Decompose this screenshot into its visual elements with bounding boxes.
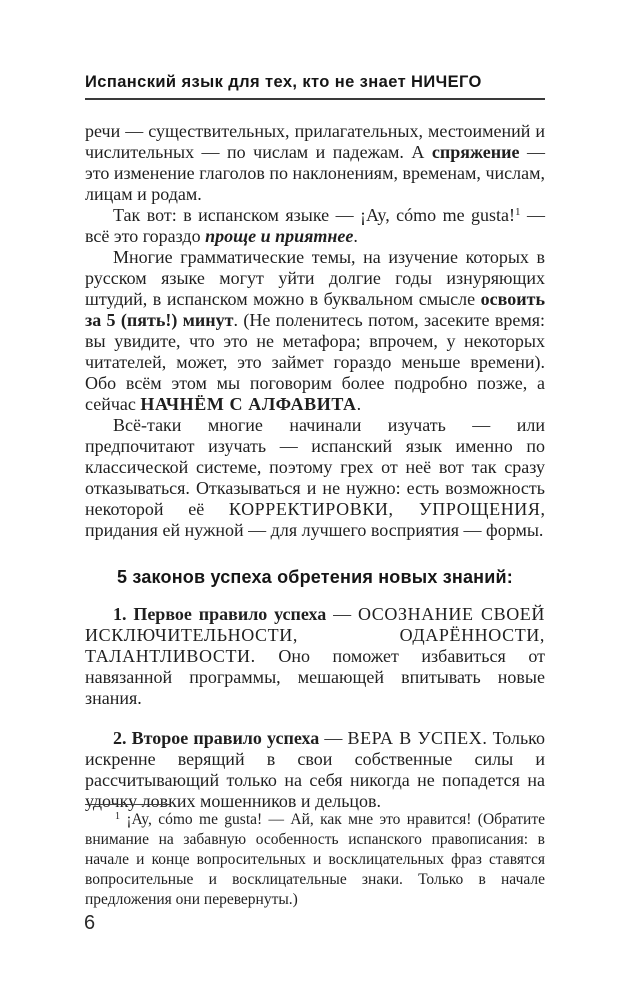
text-run: Многие грамматические темы, на изучение которых в русском языке могут уйти долгие годы изнуряющих штудий, в испанском можно в буквальном смысле bbox=[85, 247, 545, 309]
text-run: 2. Второе правило успеха bbox=[113, 728, 320, 748]
running-header bbox=[85, 72, 545, 100]
text-run: . bbox=[353, 226, 358, 246]
footnote-marker: 1 bbox=[115, 811, 120, 822]
text-run: — bbox=[319, 728, 348, 748]
paragraph bbox=[85, 604, 545, 709]
text-run: речи — существительных, прилагательных, местоимений и числительных — по числам и падежам. А bbox=[85, 121, 545, 162]
text-run: , придания ей нужной — для лучшего восприятия — формы. bbox=[85, 499, 545, 540]
text-run: Так вот: в испанском языке — ¡Ay, cómo me gusta! bbox=[113, 205, 516, 225]
header-rule bbox=[85, 98, 545, 100]
paragraph bbox=[85, 415, 545, 541]
text-run: — bbox=[326, 604, 358, 624]
text-run: — это изменение глаголов по наклонениям, временам, числам, лицам и родам. bbox=[85, 142, 546, 204]
text-run: Оно поможет избавиться от навязанной программы, мешающей впитывать новые знания. bbox=[85, 646, 545, 708]
text-run: ¡Ay, cómo me gusta! — Ай, как мне это нравится! (Обратите внимание на забавную особенность испанского правописания: в начале и конце вопросительных и восклицательных фраз ставятся вопросительные и восклицательные знаки. Только в начале предложения они перевернуты.) bbox=[85, 811, 545, 908]
text-run: ОСОЗНАНИЕ СВОЕЙ ИСКЛЮЧИТЕЛЬНОСТИ, ОДАРЁННОСТИ, ТАЛАНТЛИВОСТИ. bbox=[85, 604, 546, 666]
paragraph bbox=[85, 247, 545, 415]
header-title: Испанский язык для тех, кто не знает НИЧЕГО bbox=[85, 73, 482, 91]
text-run: освоить за 5 (пять!) минут bbox=[85, 289, 545, 330]
footnote-text bbox=[85, 810, 545, 910]
page-number: 6 bbox=[84, 912, 96, 934]
footnote bbox=[85, 804, 545, 910]
paragraph bbox=[85, 121, 545, 205]
text-run: проще и приятнее bbox=[205, 226, 354, 246]
text-run: ВЕРА В УСПЕХ. bbox=[347, 728, 488, 748]
footnote-rule bbox=[85, 804, 171, 805]
text-run: КОРРЕКТИРОВКИ, УПРОЩЕНИЯ bbox=[228, 499, 541, 519]
section-heading: 5 законов успеха обретения новых знаний: bbox=[117, 567, 513, 587]
text-run: НАЧНЁМ С АЛФАВИТА bbox=[140, 394, 357, 414]
footnote-ref-marker: 1 bbox=[515, 206, 521, 218]
text-run: . (Не поленитесь потом, засеките время: вы увидите, что это не метафора; впрочем, у некоторых читателей, может, это займет гораздо меньше времени). Обо всём этом мы поговорим более подробно позже, а сейчас bbox=[85, 310, 545, 414]
paragraph bbox=[85, 728, 545, 812]
paragraph bbox=[85, 205, 545, 247]
text-run: — всё это гораздо bbox=[85, 205, 546, 246]
text-run: спряжение bbox=[431, 142, 520, 162]
text-run: Только искренне верящий в свои собственные силы и рассчитывающий только на себя никогда не попадется на удочку ловких мошенников и дельцов. bbox=[85, 728, 545, 811]
body-content bbox=[85, 121, 545, 812]
text-run: 1. Первое правило успеха bbox=[113, 604, 327, 624]
text-run: . bbox=[356, 394, 362, 414]
text-run: Всё-таки многие начинали изучать — или предпочитают изучать — испанский язык именно по классической системе, поэтому грех от неё вот так сразу отказываться. Отказываться и не нужно: есть возможность некоторой её bbox=[85, 415, 545, 519]
